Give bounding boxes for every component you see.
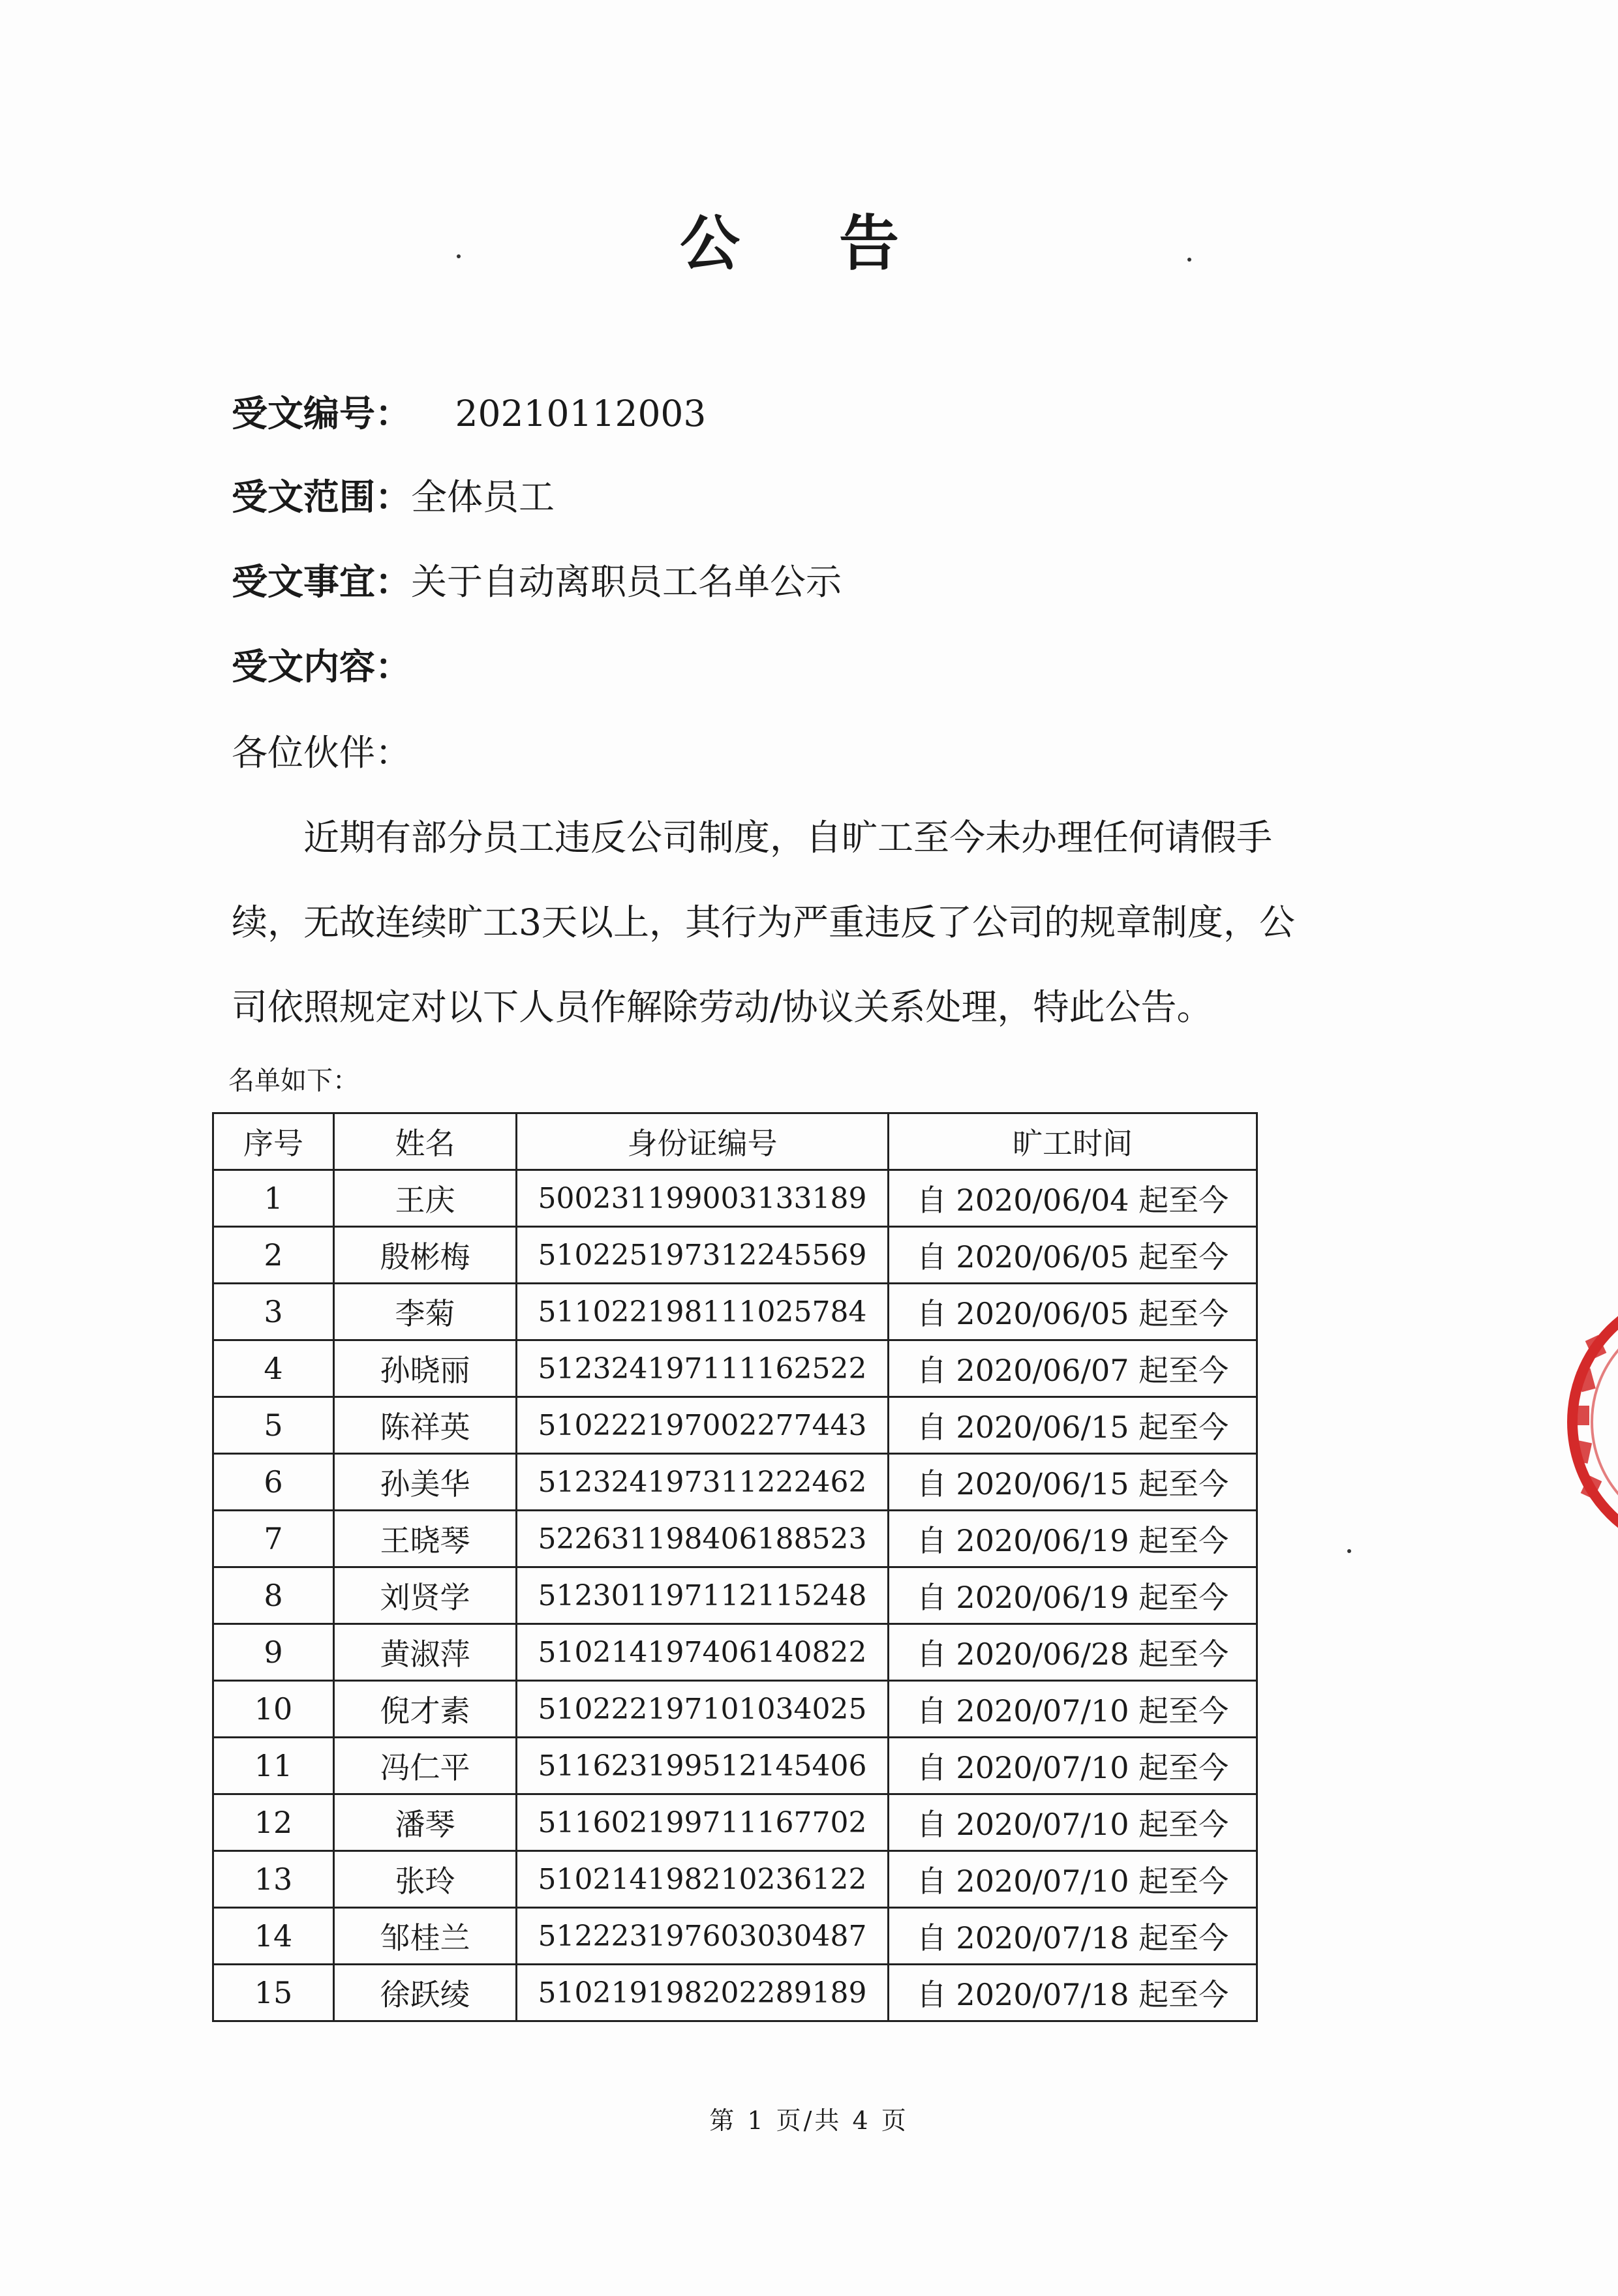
- cell-absence-time: 自 2020/06/15 起至今: [889, 1454, 1257, 1511]
- cell-absence-time: 自 2020/07/10 起至今: [889, 1681, 1257, 1738]
- header-name: 姓名: [334, 1113, 517, 1170]
- meta-label: 受文编号：: [232, 392, 412, 434]
- cell-id-number: 500231199003133189: [517, 1170, 889, 1227]
- cell-index: 2: [213, 1227, 334, 1284]
- cell-name: 王庆: [334, 1170, 517, 1227]
- cell-index: 11: [213, 1738, 334, 1794]
- cell-id-number: 511623199512145406: [517, 1738, 889, 1794]
- cell-index: 1: [213, 1170, 334, 1227]
- cell-index: 5: [213, 1397, 334, 1454]
- cell-name: 黄淑萍: [334, 1624, 517, 1681]
- cell-absence-time: 自 2020/06/05 起至今: [889, 1284, 1257, 1340]
- cell-absence-time: 自 2020/06/15 起至今: [889, 1397, 1257, 1454]
- meta-label: 受文内容：: [232, 645, 412, 687]
- cell-name: 徐跃绫: [334, 1965, 517, 2021]
- cell-id-number: 510214198210236122: [517, 1851, 889, 1908]
- scan-speck: [1187, 258, 1191, 262]
- company-seal-icon: [1540, 1278, 1618, 1565]
- table-row: [213, 1738, 1257, 1794]
- cell-name: 冯仁平: [334, 1738, 517, 1794]
- meta-doc-number: [232, 385, 706, 436]
- cell-id-number: 510225197312245569: [517, 1227, 889, 1284]
- page-footer: 第 1 页/共 4 页: [709, 2106, 909, 2135]
- cell-absence-time: 自 2020/07/10 起至今: [889, 1794, 1257, 1851]
- meta-content: [232, 638, 411, 689]
- page-title: 公 告: [679, 208, 939, 279]
- meta-scope: [232, 468, 555, 520]
- cell-id-number: 511022198111025784: [517, 1284, 889, 1340]
- cell-id-number: 510214197406140822: [517, 1624, 889, 1681]
- greeting: 各位伙伴：: [232, 732, 412, 774]
- cell-name: 潘琴: [334, 1794, 517, 1851]
- roster-table: [212, 1112, 1258, 2022]
- cell-id-number: 510222197002277443: [517, 1397, 889, 1454]
- body-line-1: 近期有部分员工违反公司制度，自旷工至今未办理任何请假手: [303, 817, 1273, 858]
- table-body: [213, 1170, 1257, 2021]
- cell-name: 刘贤学: [334, 1567, 517, 1624]
- cell-absence-time: 自 2020/07/18 起至今: [889, 1965, 1257, 2021]
- cell-id-number: 522631198406188523: [517, 1511, 889, 1567]
- header-id-number: 身份证编号: [517, 1113, 889, 1170]
- cell-id-number: 510219198202289189: [517, 1965, 889, 2021]
- table-row: [213, 1965, 1257, 2021]
- cell-index: 10: [213, 1681, 334, 1738]
- body-line-2: 续，无故连续旷工3天以上，其行为严重违反了公司的规章制度，公: [232, 901, 1295, 943]
- table-row: [213, 1511, 1257, 1567]
- cell-absence-time: 自 2020/06/19 起至今: [889, 1567, 1257, 1624]
- table-row: [213, 1170, 1257, 1227]
- cell-name: 孙晓丽: [334, 1340, 517, 1397]
- meta-value: 关于自动离职员工名单公示: [411, 561, 842, 603]
- cell-id-number: 511602199711167702: [517, 1794, 889, 1851]
- cell-name: 殷彬梅: [334, 1227, 517, 1284]
- cell-absence-time: 自 2020/06/28 起至今: [889, 1624, 1257, 1681]
- scan-speck: [457, 254, 461, 258]
- cell-name: 邹桂兰: [334, 1908, 517, 1965]
- table-row: [213, 1397, 1257, 1454]
- header-absence-time: 旷工时间: [889, 1113, 1257, 1170]
- cell-index: 15: [213, 1965, 334, 2021]
- table-header-row: [213, 1113, 1257, 1170]
- cell-id-number: 512324197111162522: [517, 1340, 889, 1397]
- table-row: [213, 1227, 1257, 1284]
- cell-name: 张玲: [334, 1851, 517, 1908]
- cell-id-number: 512301197112115248: [517, 1567, 889, 1624]
- table-row: [213, 1681, 1257, 1738]
- meta-label: 受文事宜：: [232, 560, 412, 603]
- cell-absence-time: 自 2020/06/07 起至今: [889, 1340, 1257, 1397]
- table-row: [213, 1567, 1257, 1624]
- meta-value: 全体员工: [411, 476, 555, 518]
- cell-absence-time: 自 2020/06/05 起至今: [889, 1227, 1257, 1284]
- cell-absence-time: 自 2020/07/10 起至今: [889, 1851, 1257, 1908]
- cell-absence-time: 自 2020/07/18 起至今: [889, 1908, 1257, 1965]
- cell-index: 14: [213, 1908, 334, 1965]
- header-index: 序号: [213, 1113, 334, 1170]
- scan-speck: [1347, 1549, 1351, 1553]
- table-row: [213, 1908, 1257, 1965]
- table-row: [213, 1340, 1257, 1397]
- table-row: [213, 1624, 1257, 1681]
- cell-index: 13: [213, 1851, 334, 1908]
- meta-label: 受文范围：: [232, 476, 412, 518]
- cell-index: 8: [213, 1567, 334, 1624]
- cell-index: 7: [213, 1511, 334, 1567]
- cell-absence-time: 自 2020/06/19 起至今: [889, 1511, 1257, 1567]
- meta-subject: [232, 553, 842, 605]
- body-line-3: 司依照规定对以下人员作解除劳动/协议关系处理，特此公告。: [232, 986, 1213, 1028]
- cell-index: 9: [213, 1624, 334, 1681]
- cell-id-number: 510222197101034025: [517, 1681, 889, 1738]
- cell-name: 李菊: [334, 1284, 517, 1340]
- cell-name: 孙美华: [334, 1454, 517, 1511]
- cell-id-number: 512324197311222462: [517, 1454, 889, 1511]
- cell-absence-time: 自 2020/06/04 起至今: [889, 1170, 1257, 1227]
- cell-index: 12: [213, 1794, 334, 1851]
- list-intro: 名单如下：: [228, 1066, 359, 1096]
- cell-index: 3: [213, 1284, 334, 1340]
- table-row: [213, 1851, 1257, 1908]
- meta-value: 20210112003: [455, 393, 707, 434]
- cell-id-number: 512223197603030487: [517, 1908, 889, 1965]
- cell-name: 王晓琴: [334, 1511, 517, 1567]
- table-row: [213, 1794, 1257, 1851]
- table-row: [213, 1454, 1257, 1511]
- cell-name: 陈祥英: [334, 1397, 517, 1454]
- table-row: [213, 1284, 1257, 1340]
- cell-name: 倪才素: [334, 1681, 517, 1738]
- cell-index: 6: [213, 1454, 334, 1511]
- cell-absence-time: 自 2020/07/10 起至今: [889, 1738, 1257, 1794]
- cell-index: 4: [213, 1340, 334, 1397]
